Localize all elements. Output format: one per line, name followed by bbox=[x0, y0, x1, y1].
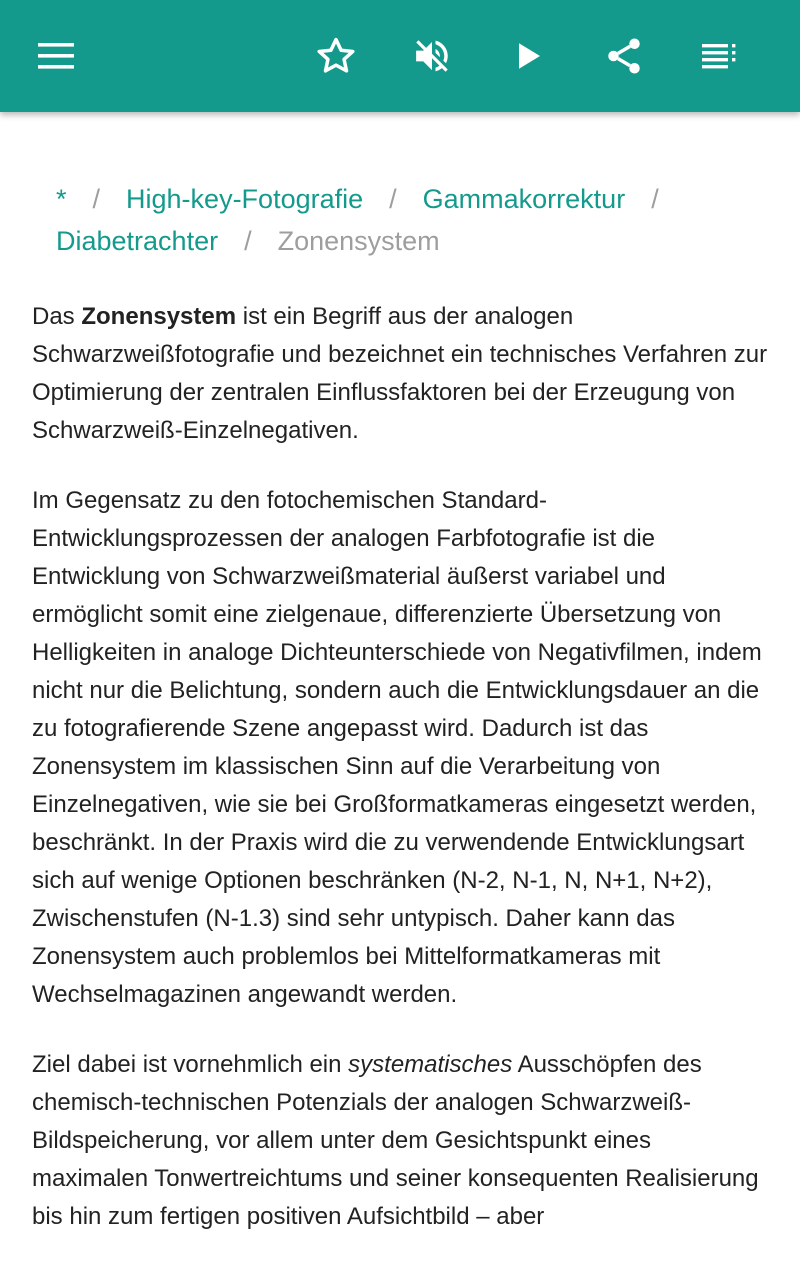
playlist-button[interactable] bbox=[684, 20, 756, 92]
star-outline-icon bbox=[315, 35, 357, 77]
paragraph-text: Ziel dabei ist vornehmlich ein bbox=[32, 1051, 349, 1078]
menu-button[interactable] bbox=[20, 20, 92, 92]
emphasis-text: systematisches bbox=[348, 1051, 513, 1078]
mute-button[interactable] bbox=[396, 20, 468, 92]
breadcrumb-current: Zonensystem bbox=[277, 226, 440, 256]
playlist-icon bbox=[700, 41, 740, 71]
breadcrumb-item-root[interactable]: * bbox=[56, 184, 67, 214]
breadcrumb-separator: / bbox=[244, 226, 252, 256]
breadcrumb-item-high-key[interactable]: High-key-Fotografie bbox=[126, 184, 364, 214]
article-paragraph bbox=[32, 1046, 772, 1236]
play-button[interactable] bbox=[492, 20, 564, 92]
paragraph-text: Das bbox=[32, 303, 82, 330]
paragraph-text: ist ein Begriff aus der analogen Schwarzweißfotografie und bezeichnet ein technisches Verfahren zur Optimierung der zentralen Einflussfaktoren bei der Erzeugung von Schwarzweiß-Einzelnegativen. bbox=[32, 303, 768, 444]
share-icon bbox=[603, 35, 645, 77]
article-term: Zonensystem bbox=[81, 303, 237, 330]
share-button[interactable] bbox=[588, 20, 660, 92]
article-body bbox=[32, 298, 772, 1268]
breadcrumb-separator: / bbox=[92, 184, 101, 214]
breadcrumb-item-diabetrachter[interactable]: Diabetrachter bbox=[56, 226, 219, 256]
breadcrumb-separator: / bbox=[389, 184, 397, 214]
breadcrumb-item-gammakorrektur[interactable]: Gammakorrektur bbox=[422, 184, 626, 214]
paragraph-text: Ausschöpfen des chemisch-technischen Potenzials der analogen Schwarzweiß-Bildspeicherung, vor allem unter dem Gesichtspunkt eines maximalen Tonwertreichtums und seiner konsequenten Realisierung bis hin zum fertigen positiven Aufsichtbild – aber bbox=[32, 1051, 759, 1230]
breadcrumb-separator: / bbox=[651, 184, 659, 214]
app-bar bbox=[0, 0, 800, 112]
article-paragraph bbox=[32, 298, 772, 450]
bookmark-button[interactable] bbox=[300, 20, 372, 92]
menu-icon bbox=[36, 41, 76, 71]
volume-off-icon bbox=[411, 35, 453, 77]
breadcrumb bbox=[56, 178, 756, 262]
article-paragraph: Im Gegensatz zu den fotochemischen Standard-Entwicklungsprozessen der analogen Farbfotografie ist die Entwicklung von Schwarzweißmaterial äußerst variabel und ermöglicht somit eine zielgenaue, differenzierte Übersetzung von Helligkeiten in analoge Dichteunterschiede von Negativfilmen, indem nicht nur die Belichtung, sondern auch die Entwicklungsdauer an die zu fotografierende Szene angepasst wird. Dadurch ist das Zonensystem im klassischen Sinn auf die Verarbeitung von Einzelnegativen, wie sie bei Großformatkameras eingesetzt werden, beschränkt. In der Praxis wird die zu verwendende Entwicklungsart sich auf wenige Optionen beschränken (N-2, N-1, N, N+1, N+2), Zwischenstufen (N-1.3) sind sehr untypisch. Daher kann das Zonensystem auch problemlos bei Mittelformatkameras mit Wechselmagazinen angewandt werden. bbox=[32, 487, 762, 1008]
play-icon bbox=[510, 38, 546, 74]
